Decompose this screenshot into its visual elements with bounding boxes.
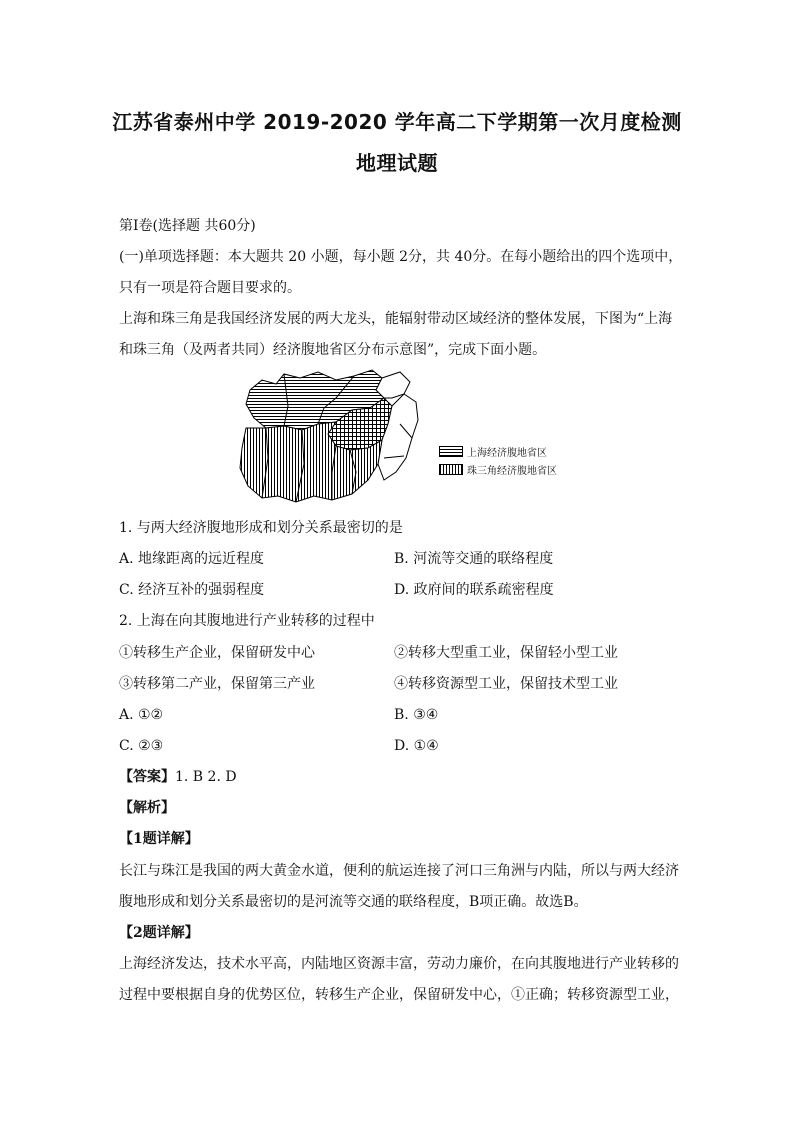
question-1-stem: 1. 与两大经济腹地形成和划分关系最密切的是 [119, 520, 403, 536]
document-title: 江苏省泰州中学 2019-2020 学年高二下学期第一次月度检测 [112, 110, 682, 134]
analysis-q2-line-2: 过程中要根据自身的优势区位，转移生产企业，保留研发中心，①正确；转移资源型工业， [119, 987, 679, 1003]
answer-line [119, 767, 237, 787]
document-subtitle: 地理试题 [356, 151, 438, 175]
q2-statement-1: ①转移生产企业，保留研发中心 [119, 645, 315, 661]
q2-statement-2: ②转移大型重工业，保留轻小型工业 [394, 645, 618, 661]
analysis-q1-line-2: 腹地形成和划分关系最密切的是河流等交通的联络程度，B项正确。故选B。 [119, 894, 588, 910]
legend-item-zhusanjiao [439, 462, 557, 477]
vertical-hatch-swatch-icon [439, 464, 463, 475]
analysis-q1-heading: 【1题详解】 [119, 831, 199, 847]
analysis-label: 【解析】 [119, 800, 175, 816]
instruction-line-1: (一)单项选择题：本大题共 20 小题，每小题 2分，共 40分。在每小题给出的四个选项中， [119, 249, 683, 265]
horizontal-hatch-swatch-icon [439, 446, 463, 457]
q1-option-d: D. 政府间的联系疏密程度 [394, 582, 554, 598]
answer-label: 【答案】 [119, 769, 175, 785]
q1-option-c: C. 经济互补的强弱程度 [119, 582, 265, 598]
question-2-stem: 2. 上海在向其腹地进行产业转移的过程中 [119, 613, 375, 629]
q2-option-a: A. ①② [119, 707, 164, 723]
instruction-line-2: 只有一项是符合题目要求的。 [119, 280, 301, 296]
legend-label-zhusanjiao: 珠三角经济腹地省区 [467, 466, 557, 477]
intro-line-1: 上海和珠三角是我国经济发展的两大龙头，能辐射带动区域经济的整体发展，下图为“上海 [119, 311, 673, 327]
analysis-q2-heading: 【2题详解】 [119, 925, 199, 941]
china-region-map [232, 368, 432, 514]
answer-text: 1. B 2. D [175, 769, 237, 785]
intro-line-2: 和珠三角（及两者共同）经济腹地省区分布示意图”，完成下面小题。 [119, 342, 547, 358]
hinterland-map-figure [232, 368, 574, 514]
part-heading: 第Ⅰ卷(选择题 共60分) [119, 218, 256, 234]
analysis-q1-line-1: 长江与珠江是我国的两大黄金水道，便利的航运连接了河口三角洲与内陆，所以与两大经济 [119, 863, 679, 879]
analysis-q2-line-1: 上海经济发达，技术水平高，内陆地区资源丰富，劳动力廉价，在向其腹地进行产业转移的 [119, 956, 679, 972]
legend-item-shanghai [439, 444, 547, 459]
q1-option-b: B. 河流等交通的联络程度 [394, 551, 554, 567]
legend-label-shanghai: 上海经济腹地省区 [467, 448, 547, 459]
q2-option-d: D. ①④ [394, 738, 439, 754]
q2-statement-3: ③转移第二产业，保留第三产业 [119, 676, 315, 692]
q2-option-b: B. ③④ [394, 707, 439, 723]
q2-statement-4: ④转移资源型工业，保留技术型工业 [394, 676, 618, 692]
q1-option-a: A. 地缘距离的远近程度 [119, 551, 265, 567]
q2-option-c: C. ②③ [119, 738, 164, 754]
